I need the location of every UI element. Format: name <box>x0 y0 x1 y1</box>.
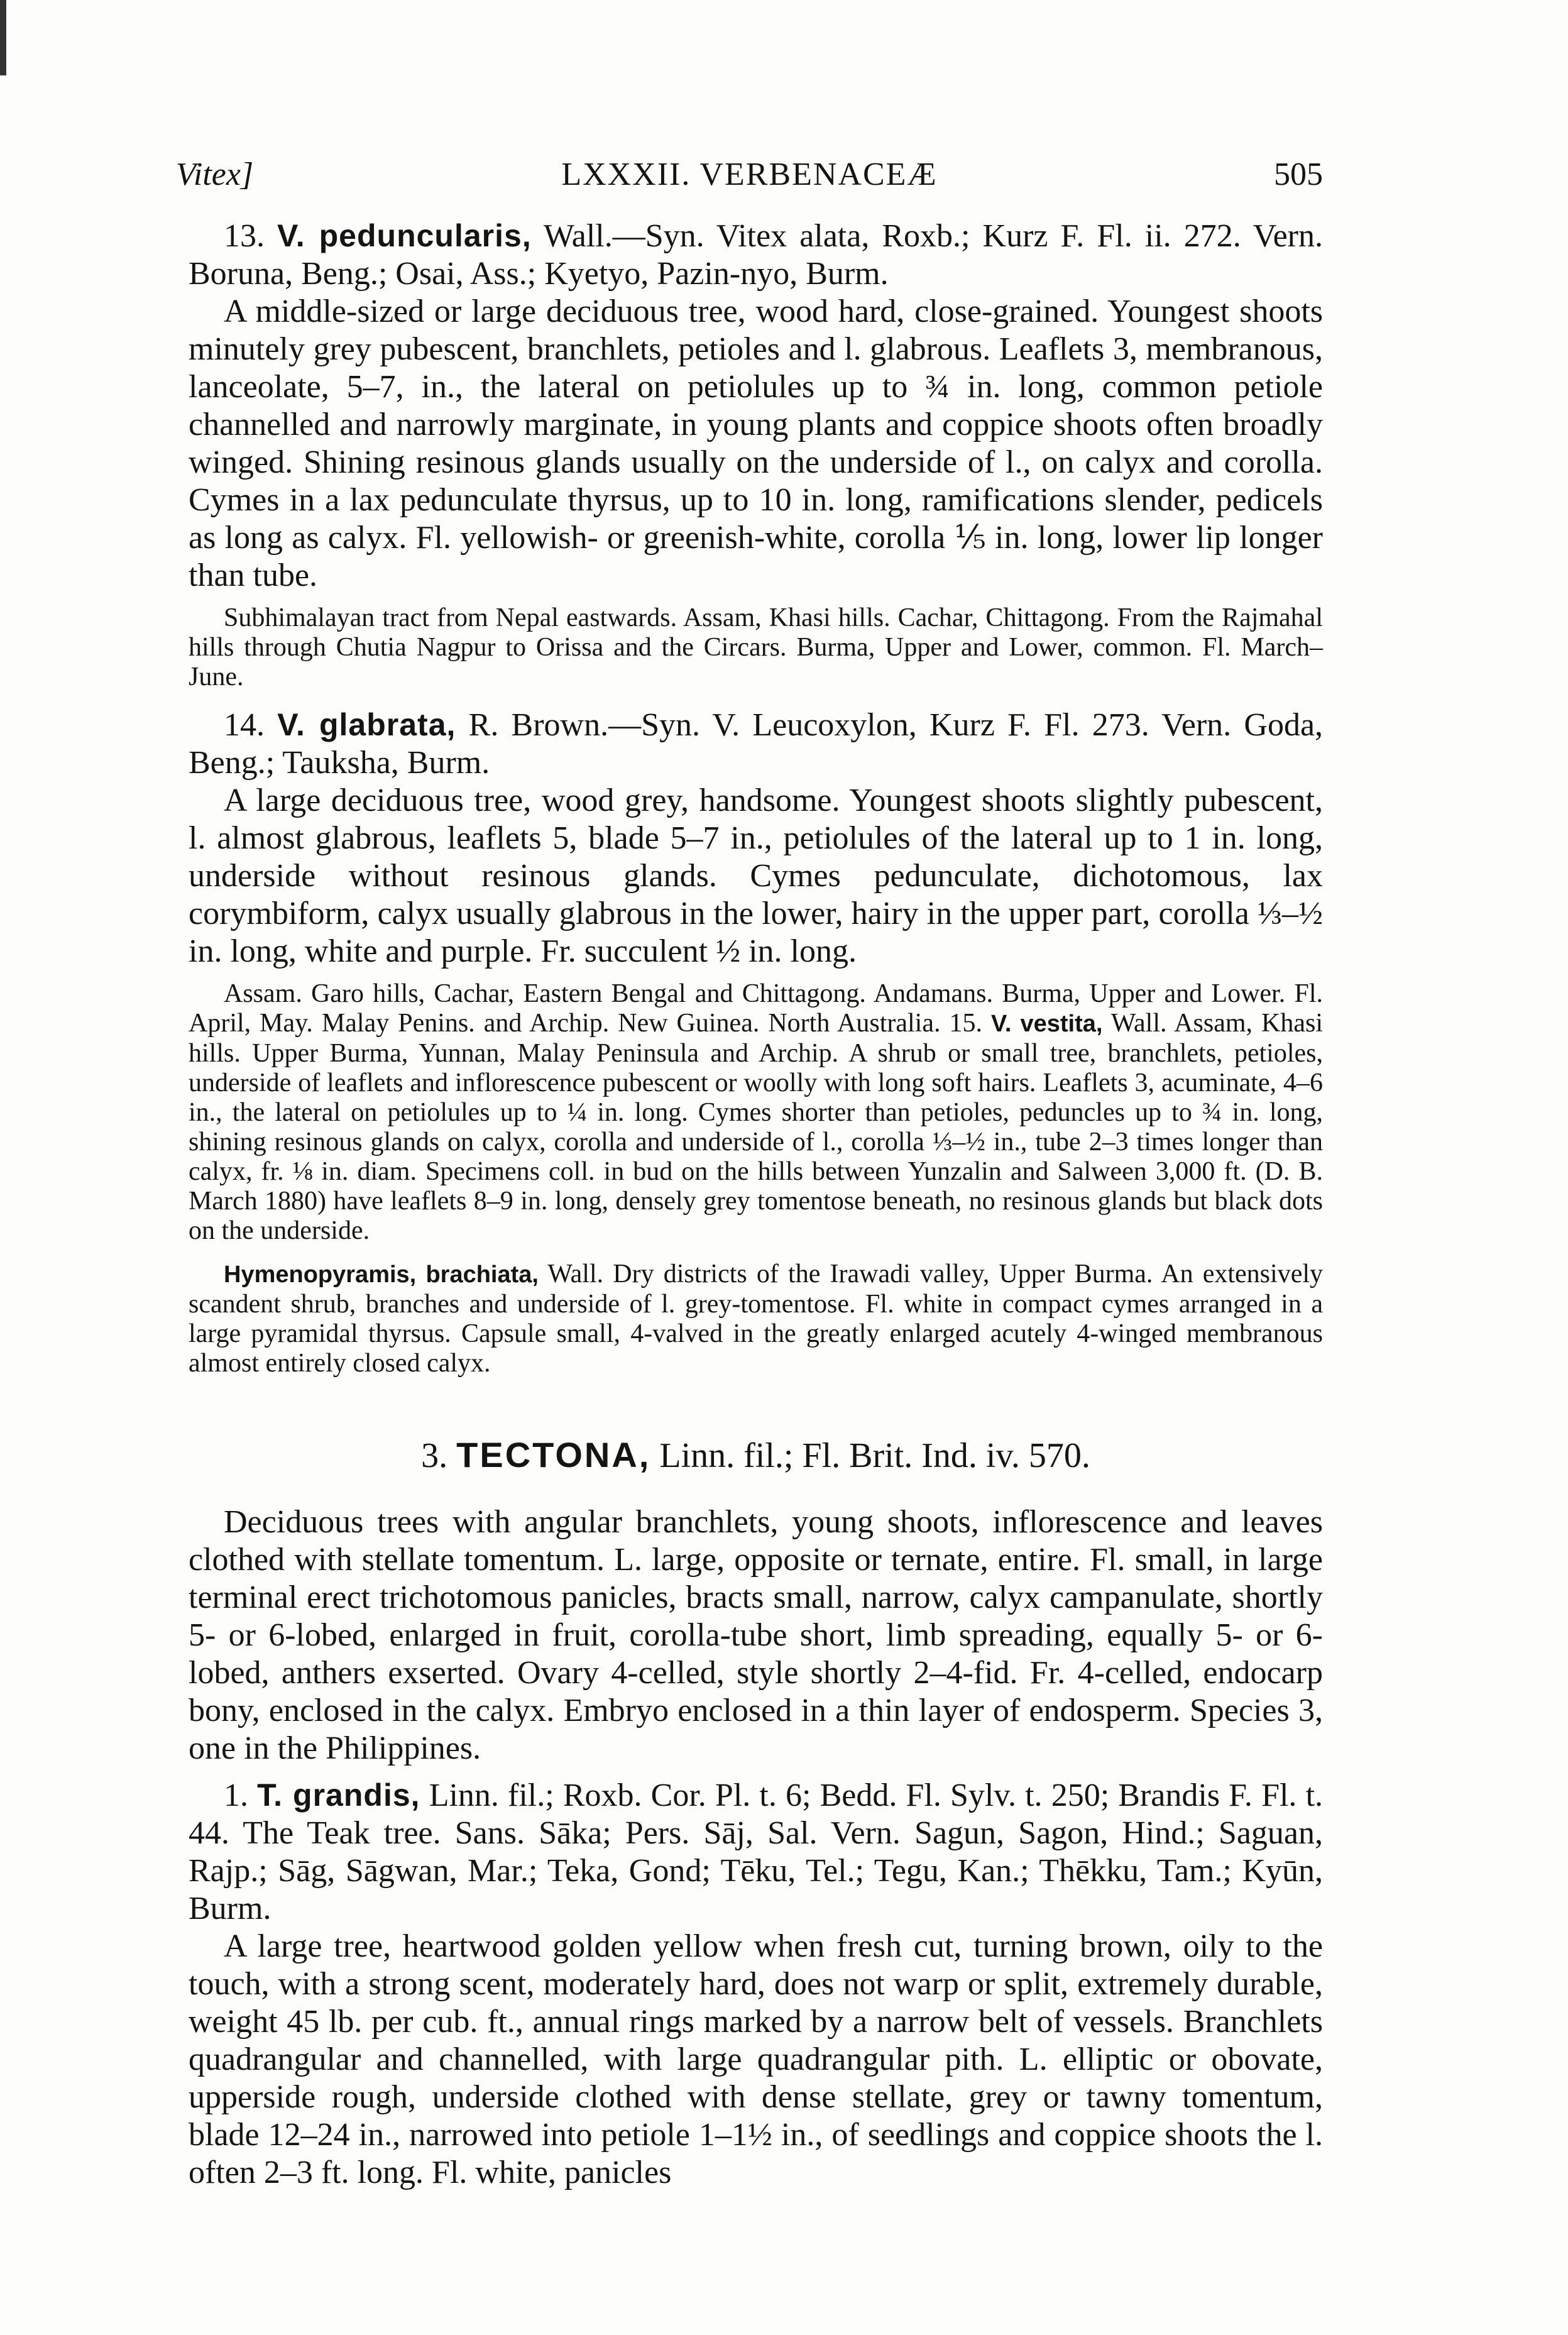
species-description: A large deciduous tree, wood grey, handsome. Youngest shoots slightly pubescent, l. almost glabrous, leaflets 5, blade 5–7 in., petiolules of the lateral up to 1 in. long, underside without resinous glands. Cymes pedunculate, dichotomous, lax corymbiform, calyx usually glabrous in the lower, hairy in the upper part, corolla ⅓–½ in. long, white and purple. Fr. succulent ½ in. long. <box>189 783 1323 969</box>
genus-note <box>189 1260 1323 1378</box>
species-name: V. peduncularis, <box>277 218 532 253</box>
species-number: 14. <box>224 707 265 743</box>
genus-note-text: Wall. Dry districts of the Irawadi valley, Upper Burma. An extensively scandent shrub, branches and underside of l. grey-tomentose. Fl. white in compact cymes arranged in a large pyramidal thyrsus. Capsule small, 4-valved in the greatly enlarged acutely 4-winged membranous almost entirely closed calyx. <box>189 1260 1323 1378</box>
page-number: 505 <box>1274 157 1323 192</box>
species-synonymy: Wall.—Syn. Vitex alata, Roxb.; Kurz F. Fl. ii. 272. Vern. Boruna, Beng.; Osai, Ass.; Kyetyo, Pazin-nyo, Burm. <box>189 218 1323 292</box>
species-distribution: Subhimalayan tract from Nepal eastwards. Assam, Khasi hills. Cachar, Chittagong. From the Rajmahal hills through Chutia Nagpur to Orissa and the Circars. Burma, Upper and Lower, common. Fl. March–June. <box>189 603 1323 691</box>
species-distribution <box>189 979 1323 1246</box>
page-body <box>189 217 1323 2192</box>
distribution-text: Wall. Assam, Khasi hills. Upper Burma, Yunnan, Malay Peninsula and Archip. A shrub or small tree, branchlets, petioles, underside of leaflets and inflorescence pubescent or woolly with long soft hairs. Leaflets 3, acuminate, 4–6 in., the lateral on petiolules up to ¼ in. long. Cymes shorter than petioles, peduncles up to ¾ in. long, shining resinous glands on calyx, corolla and underside of l., corolla ⅓–½ in., tube 2–3 times longer than calyx, fr. ⅛ in. diam. Specimens coll. in bud on the hills between Yunzalin and Salween 3,000 ft. (D. B. March 1880) have leaflets 8–9 in. long, densely grey tomentose beneath, no resinous glands but black dots on the underside. <box>189 1009 1324 1245</box>
genus-heading <box>189 1435 1323 1476</box>
species-synonymy: Linn. fil.; Roxb. Cor. Pl. t. 6; Bedd. Fl. Sylv. t. 250; Brandis F. Fl. t. 44. The Teak tree. Sans. Sāka; Pers. Sāj, Sal. Vern. Sagun, Sagon, Hind.; Saguan, Rajp.; Sāg, Sāgwan, Mar.; Teka, Gond; Tēku, Tel.; Tegu, Kan.; Thēkku, Tam.; Kyūn, Burm. <box>189 1777 1324 1926</box>
species-description: A large tree, heartwood golden yellow when fresh cut, turning brown, oily to the touch, with a strong scent, moderately hard, does not warp or split, extremely durable, weight 45 lb. per cub. ft., annual rings marked by a narrow belt of vessels. Branchlets quadrangular and channelled, with large quadrangular pith. L. elliptic or obovate, upperside rough, underside clothed with dense stellate, grey or tawny tomentum, blade 12–24 in., narrowed into petiole 1–1½ in., of seedlings and coppice shoots the l. often 2–3 ft. long. Fl. white, panicles <box>189 1928 1323 2190</box>
header-section-label: Vitex] <box>176 157 254 192</box>
species-entry-heading <box>189 217 1323 293</box>
genus-description: Deciduous trees with angular branchlets, young shoots, inflorescence and leaves clothed with stellate tomentum. L. large, opposite or ternate, entire. Fl. small, in large terminal erect trichotomous panicles, bracts small, narrow, calyx campanulate, shortly 5- or 6-lobed, enlarged in fruit, corolla-tube short, limb spreading, equally 5- or 6-lobed, anthers exserted. Ovary 4-celled, style shortly 2–4-fid. Fr. 4-celled, endocarp bony, enclosed in the calyx. Embryo enclosed in a thin layer of endosperm. Species 3, one in the Philippines. <box>189 1504 1323 1766</box>
species-entry-heading <box>189 706 1323 782</box>
left-edge-mark <box>0 0 6 75</box>
species-entry-heading <box>189 1776 1323 1928</box>
genus-number: 3. <box>421 1436 448 1475</box>
species-description: A middle-sized or large deciduous tree, wood hard, close-grained. Youngest shoots minutely grey pubescent, branchlets, petioles and l. glabrous. Leaflets 3, membranous, lanceolate, 5–7, in., the lateral on petiolules up to ¾ in. long, common petiole channelled and narrowly marginate, in young plants and coppice shoots often broadly winged. Shining resinous glands usually on the underside of l., on calyx and corolla. Cymes in a lax pedunculate thyrsus, up to 10 in. long, ramifications slender, pedicels as long as calyx. Fl. yellowish- or greenish-white, corolla ⅕ in. long, lower lip longer than tube. <box>189 294 1323 593</box>
running-header <box>176 151 1323 201</box>
genus-note-name: Hymenopyramis, brachiata, <box>224 1261 539 1288</box>
genus-reference: Linn. fil.; Fl. Brit. Ind. iv. 570. <box>659 1436 1090 1475</box>
species-synonymy: R. Brown.—Syn. V. Leucoxylon, Kurz F. Fl. 273. Vern. Goda, Beng.; Tauksha, Burm. <box>189 707 1324 781</box>
species-number: 13. <box>224 218 265 254</box>
distribution-text: Assam. Garo hills, Cachar, Eastern Bengal and Chittagong. Andamans. Burma, Upper and Lower. Fl. April, May. Malay Penins. and Archip. New Guinea. North Australia. 15. <box>189 979 1323 1038</box>
species-name: V. vestita, <box>991 1011 1103 1037</box>
species-name: T. grandis, <box>257 1777 420 1813</box>
species-number: 1. <box>224 1777 248 1813</box>
header-family-title: LXXXII. VERBENACEÆ <box>561 157 938 192</box>
species-name: V. glabrata, <box>277 707 456 742</box>
genus-name: TECTONA, <box>456 1435 651 1475</box>
